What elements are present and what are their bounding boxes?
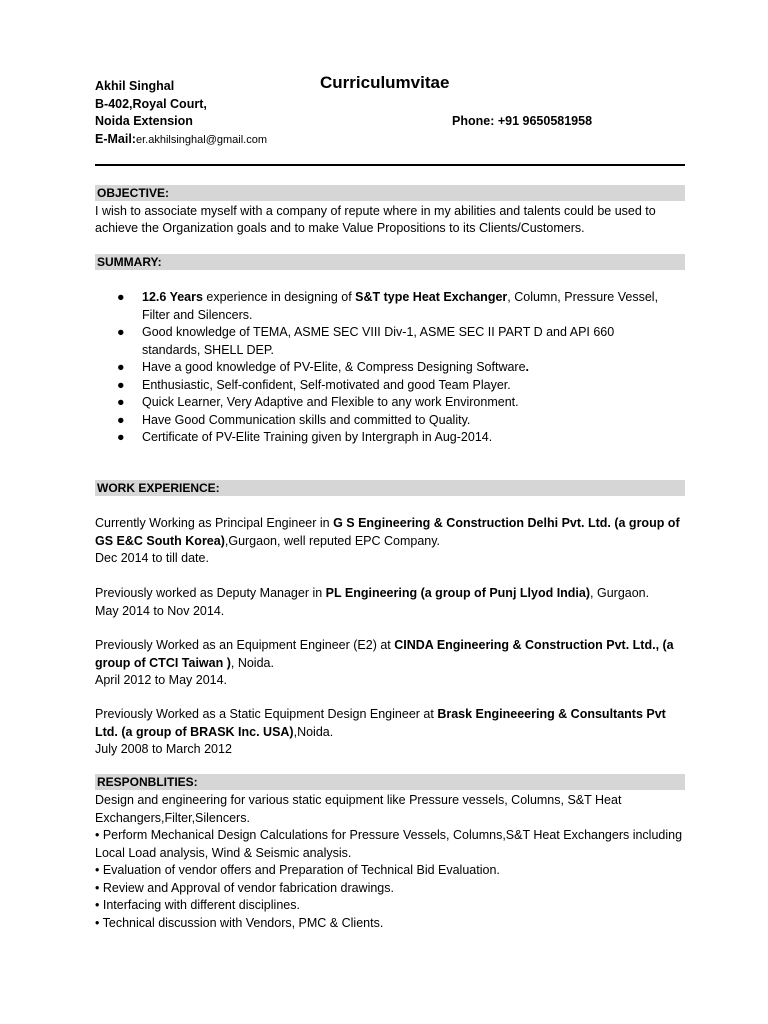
objective-line-2: achieve the Organization goals and to make Value Propositions to its Clients/Customers.: [95, 221, 585, 235]
job-text: ,Noida.: [293, 724, 334, 739]
header-divider: [95, 164, 685, 166]
job-dates: July 2008 to March 2012: [95, 742, 232, 756]
responsibility-item: • Interfacing with different disciplines.: [95, 898, 300, 912]
phone-number: Phone: +91 9650581958: [452, 114, 593, 128]
summary-item: [95, 377, 675, 395]
objective-heading: OBJECTIVE:: [97, 186, 170, 200]
objective-heading-band: [95, 185, 685, 201]
job-entry: [95, 637, 690, 690]
responsibilities-list: [95, 792, 690, 932]
address-line-1: B-402,Royal Court,: [95, 97, 207, 111]
email-label: E-Mail:: [95, 132, 136, 146]
summary-highlight: .: [525, 360, 530, 374]
email-line: [95, 131, 267, 150]
summary-item: [95, 412, 675, 430]
job-text: , Gurgaon.: [590, 586, 650, 600]
job-dates: Dec 2014 to till date.: [95, 551, 209, 565]
summary-heading-band: [95, 254, 685, 270]
summary-text: Quick Learner, Very Adaptive and Flexible to any work Environment.: [142, 395, 519, 409]
candidate-name: Akhil Singhal: [95, 79, 175, 93]
summary-item: [95, 394, 675, 412]
job-entry: [95, 706, 690, 759]
address-line-2: Noida Extension: [95, 114, 193, 128]
summary-item: [95, 429, 675, 447]
company-name: Brask Engineeering & Consultants Pvt Ltd. (a group of BRASK Inc. USA): [95, 707, 666, 739]
responsibility-item: • Perform Mechanical Design Calculations for Pressure Vessels, Columns,S&T Heat Exchangers including Local Load analysis, Wind & Seismic analysis.: [95, 828, 683, 860]
summary-text: Have Good Communication skills and committed to Quality.: [142, 412, 471, 427]
job-text: ,Gurgaon, well reputed EPC Company.: [224, 533, 441, 548]
job-text: Currently Working as Principal Engineer in: [95, 516, 334, 530]
bullet-icon: ●: [117, 430, 125, 444]
responsibility-item: • Evaluation of vendor offers and Preparation of Technical Bid Evaluation.: [95, 863, 500, 877]
summary-highlight: S&T type Heat Exchanger: [355, 290, 508, 304]
objective-line-1: I wish to associate myself with a company of repute where in my abilities and talents could be used to: [95, 204, 656, 218]
summary-item: [95, 289, 675, 324]
summary-list: [95, 289, 675, 447]
bullet-icon: ●: [117, 360, 125, 374]
job-text: , Noida.: [230, 655, 274, 670]
bullet-icon: ●: [117, 395, 125, 409]
responsibilities-heading: RESPONBLITIES:: [97, 775, 198, 789]
company-name: PL Engineering (a group of Punj Llyod India): [325, 586, 591, 600]
responsibility-item: • Review and Approval of vendor fabrication drawings.: [95, 880, 394, 895]
summary-text: Certificate of PV-Elite Training given by Intergraph in Aug-2014.: [142, 430, 493, 444]
job-dates: April 2012 to May 2014.: [95, 673, 228, 687]
job-text: Previously Worked as a Static Equipment Design Engineer at: [95, 707, 438, 721]
summary-text: Enthusiastic, Self-confident, Self-motivated and good Team Player.: [142, 377, 511, 392]
document-title: Curriculumvitae: [320, 73, 450, 92]
bullet-icon: ●: [117, 325, 125, 339]
bullet-icon: ●: [117, 290, 125, 304]
summary-item: [95, 324, 675, 359]
responsibility-item: Design and engineering for various static equipment like Pressure vessels, Columns, S&T Heat Exchangers,Filter,Silencers.: [95, 793, 622, 825]
summary-text: , Column, Pressure Vessel, Filter and Silencers.: [142, 290, 659, 322]
company-name: CINDA Engineering & Construction Pvt. Ltd., (a group of CTCI Taiwan ): [95, 638, 674, 670]
bullet-icon: ●: [117, 377, 125, 392]
job-text: Previously worked as Deputy Manager in: [95, 586, 326, 600]
summary-item: [95, 359, 675, 377]
work-heading-band: [95, 480, 685, 496]
responsibility-item: • Technical discussion with Vendors, PMC & Clients.: [95, 915, 384, 930]
company-name: G S Engineering & Construction Delhi Pvt. Ltd. (a group of GS E&C South Korea): [95, 516, 680, 548]
bullet-icon: ●: [117, 412, 125, 427]
email-value: er.akhilsinghal@gmail.com: [135, 134, 267, 146]
work-heading: WORK EXPERIENCE:: [97, 481, 220, 495]
summary-text: Have a good knowledge of PV-Elite, & Compress Designing Software: [142, 360, 526, 374]
job-entry: [95, 585, 690, 620]
summary-text: Good knowledge of TEMA, ASME SEC VIII Div-1, ASME SEC II PART D and API 660 standards, SHELL DEP.: [142, 325, 615, 357]
summary-text: experience in designing of: [202, 290, 356, 304]
job-text: Previously Worked as an Equipment Engineer (E2) at: [95, 638, 395, 652]
job-dates: May 2014 to Nov 2014.: [95, 603, 225, 618]
summary-heading: SUMMARY:: [97, 255, 162, 269]
responsibilities-heading-band: [95, 774, 685, 790]
job-entry: [95, 515, 690, 568]
summary-highlight: 12.6 Years: [142, 290, 203, 304]
